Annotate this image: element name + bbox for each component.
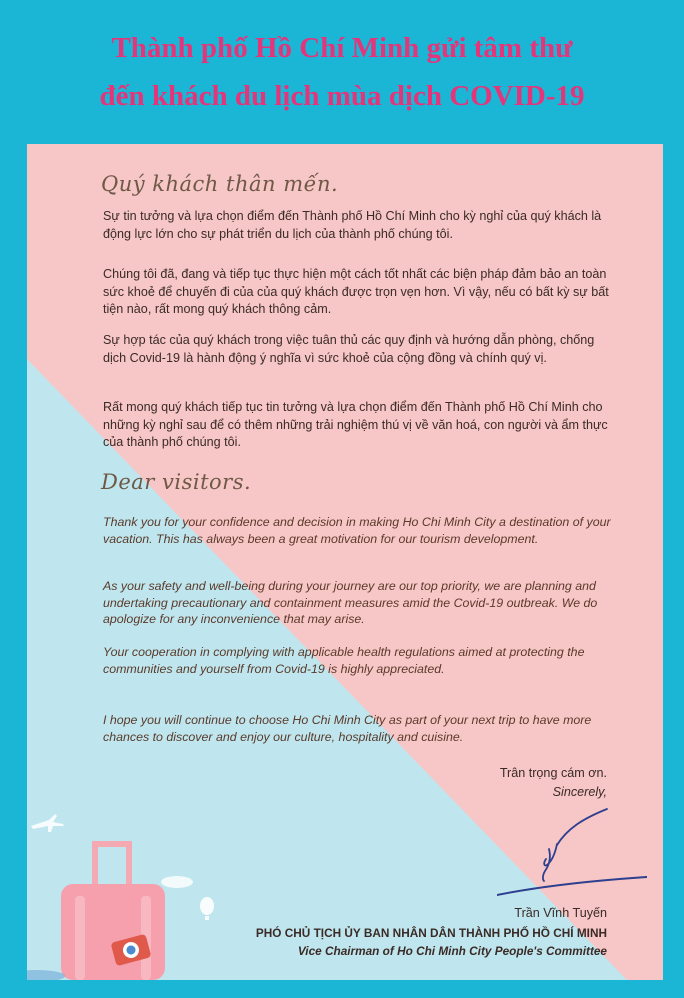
salutation-english: Dear visitors. [101,470,252,494]
signatory-name: Trần Vĩnh Tuyến [514,906,607,920]
en-paragraph-4: I hope you will continue to choose Ho Chi Minh City as part of your next trip to have more chances to discover and enjoy our culture, hospitality and cuisine. [103,713,592,744]
vi-paragraph-3: Sự hợp tác của quý khách trong việc tuân thủ các quy định và hướng dẫn phòng, chống dịch Covid-19 là hành động ý nghĩa vì sức khoẻ của cộng đồng và chính quý vị. [103,333,595,365]
suitcase-handle [95,844,129,884]
en-paragraph-1: Thank you for your confidence and decision in making Ho Chi Minh City a destination of your vacation. This has always been a great motivation for our tourism development. [103,515,611,546]
travel-luggage-illustration [27,804,247,980]
headline-line-1: Thành phố Hồ Chí Minh gửi tâm thư [111,32,573,64]
letter-card [27,144,663,980]
vi-paragraph-1: Sự tin tưởng và lựa chọn điểm đến Thành phố Hồ Chí Minh cho kỳ nghỉ của quý khách là động lực lớn cho sự phát triển du lịch của thành phố chúng tôi. [103,209,602,241]
signatory-title-english: Vice Chairman of Ho Chi Minh City People's Committee [297,944,607,958]
vi-paragraph-2: Chúng tôi đã, đang và tiếp tục thực hiện một cách tốt nhất các biện pháp đảm bảo an toàn sức khoẻ để chuyến đi của của quý khách được trọn vẹn hơn. Vì vậy, nếu có bất kỳ sự bất tiện nào, rất mong quý khách thông cảm. [103,267,609,316]
en-paragraph-2: As your safety and well-being during your journey are our top priority, we are planning and undertaking precautionary and containment measures amid the Covid-19 outbreak. We do apologize for any inconvenience that may arise. [103,579,598,626]
signatory-title-vietnamese: PHÓ CHỦ TỊCH ỦY BAN NHÂN DÂN THÀNH PHỐ HỒ CHÍ MINH [255,926,607,940]
vi-paragraph-4: Rất mong quý khách tiếp tục tin tưởng và lựa chọn điểm đến Thành phố Hồ Chí Minh cho những kỳ nghỉ sau để có thêm những trải nghiệm thú vị về văn hoá, con người và ẩm thực của thành phố chúng tôi. [103,400,608,449]
closing-english: Sincerely, [552,785,607,799]
signature [497,799,647,909]
headline-line-2: đến khách du lịch mùa dịch COVID-19 [99,80,585,112]
en-paragraph-3: Your cooperation in complying with applicable health regulations aimed at protecting the communities and yourself from Covid-19 is highly appreciated. [103,645,585,676]
airplane-icon [31,814,64,832]
salutation-vietnamese: Quý khách thân mến. [101,172,339,196]
balloon-icon [200,897,214,920]
closing-vietnamese: Trân trọng cám ơn. [499,766,607,780]
headline [0,24,684,120]
